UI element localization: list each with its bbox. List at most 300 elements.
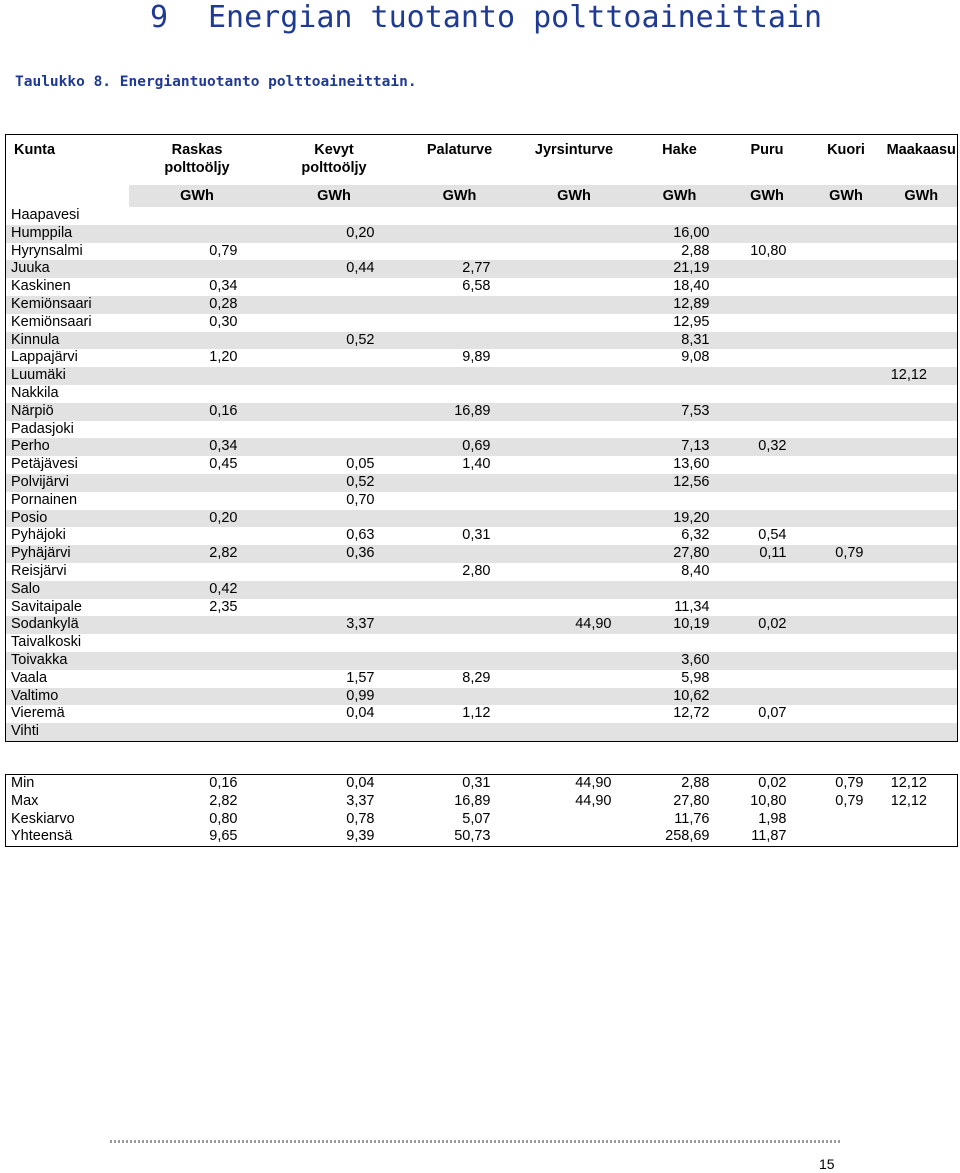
value-cell	[632, 207, 728, 225]
value-cell	[728, 278, 807, 296]
value-cell	[728, 403, 807, 421]
value-cell	[129, 723, 266, 741]
value-cell	[728, 510, 807, 528]
table-row	[6, 705, 958, 723]
value-cell	[886, 705, 958, 723]
value-cell	[807, 811, 886, 829]
value-cell: 0,78	[346, 810, 375, 827]
value-cell: 0,02	[728, 616, 807, 634]
value-cell: 10,80	[750, 792, 787, 809]
municipality-cell: Yhteensä	[11, 828, 73, 845]
value-cell: 0,20	[266, 225, 403, 243]
value-cell	[886, 349, 958, 367]
value-cell	[886, 828, 958, 846]
value-cell: 0,34	[209, 278, 238, 295]
value-cell: 0,30	[209, 313, 238, 330]
value-cell	[266, 438, 403, 456]
unit-label: GWh	[886, 185, 958, 207]
value-cell	[807, 421, 886, 439]
value-cell	[403, 207, 517, 225]
value-cell	[517, 349, 632, 367]
table-row	[6, 599, 958, 617]
municipality-cell: Vieremä	[11, 705, 65, 722]
value-cell	[728, 260, 807, 278]
unit-label: GWh	[807, 185, 886, 207]
municipality-cell: Polvijärvi	[6, 474, 129, 492]
value-cell	[728, 421, 807, 439]
value-cell	[403, 723, 517, 741]
table-row	[6, 207, 958, 225]
value-cell: 0,45	[209, 456, 238, 473]
value-cell: 18,40	[673, 278, 710, 295]
unit-label: GWh	[266, 185, 403, 207]
unit-row	[6, 185, 958, 207]
municipality-cell: Min	[11, 775, 35, 791]
municipality-cell: Vihti	[6, 723, 129, 741]
table-header-row	[6, 135, 958, 186]
table-row	[6, 332, 958, 350]
section-title: Energian tuotanto polttoaineittain	[208, 0, 823, 35]
summary-table	[5, 774, 958, 847]
value-cell	[403, 332, 517, 350]
value-cell	[517, 438, 632, 456]
value-cell	[886, 278, 958, 296]
table-body	[6, 207, 958, 741]
value-cell	[728, 456, 807, 474]
value-cell: 44,90	[575, 792, 612, 809]
value-cell: 1,20	[209, 349, 238, 366]
value-cell: 44,90	[517, 616, 632, 634]
value-cell	[886, 527, 958, 545]
value-cell	[129, 474, 266, 492]
value-cell	[403, 581, 517, 599]
value-cell	[403, 385, 517, 403]
value-cell	[129, 421, 266, 439]
column-header: Kuori	[807, 135, 886, 186]
value-cell: 0,32	[728, 438, 807, 456]
value-cell	[807, 723, 886, 741]
table-row	[6, 260, 958, 278]
value-cell	[807, 332, 886, 350]
value-cell	[807, 492, 886, 510]
table-row	[6, 314, 958, 332]
value-cell	[886, 456, 958, 474]
value-cell	[886, 332, 958, 350]
value-cell: 2,35	[209, 598, 238, 615]
value-cell	[807, 296, 886, 314]
table-row	[6, 723, 958, 741]
value-cell	[807, 278, 886, 296]
table-row	[6, 367, 958, 385]
value-cell: 0,16	[209, 775, 238, 791]
value-cell: 3,60	[632, 652, 728, 670]
value-cell	[129, 616, 266, 634]
municipality-cell: Juuka	[6, 260, 129, 278]
municipality-cell: Perho	[6, 438, 129, 456]
value-cell: 0,05	[346, 456, 375, 473]
value-cell	[886, 811, 958, 829]
table-row	[6, 421, 958, 439]
value-cell	[403, 634, 517, 652]
value-cell	[632, 723, 728, 741]
value-cell	[403, 599, 517, 617]
value-cell: 10,80	[750, 242, 787, 259]
value-cell	[807, 581, 886, 599]
value-cell: 50,73	[454, 828, 491, 845]
value-cell	[807, 652, 886, 670]
summary-row	[6, 811, 958, 829]
value-cell	[728, 296, 807, 314]
value-cell	[886, 545, 958, 563]
value-cell: 44,90	[575, 775, 612, 791]
value-cell	[728, 349, 807, 367]
value-cell	[266, 510, 403, 528]
unit-label: GWh	[632, 185, 728, 207]
unit-label: GWh	[728, 185, 807, 207]
value-cell: 0,31	[462, 775, 491, 791]
value-cell	[129, 492, 266, 510]
value-cell: 6,58	[462, 278, 491, 295]
value-cell	[517, 403, 632, 421]
value-cell	[807, 599, 886, 617]
value-cell	[266, 403, 403, 421]
table-row	[6, 438, 958, 456]
value-cell	[517, 385, 632, 403]
value-cell: 0,79	[209, 242, 238, 259]
value-cell	[517, 723, 632, 741]
municipality-cell: Pornainen	[11, 491, 78, 508]
value-cell	[728, 634, 807, 652]
section-number: 9	[150, 0, 169, 35]
value-cell: 0,44	[266, 260, 403, 278]
energy-table	[5, 134, 958, 742]
value-cell	[403, 688, 517, 706]
table-row	[6, 616, 958, 634]
value-cell: 16,89	[454, 792, 491, 809]
value-cell	[886, 225, 958, 243]
value-cell	[632, 385, 728, 403]
value-cell	[266, 599, 403, 617]
value-cell	[266, 314, 403, 332]
column-header: Kevyt polttoöljy	[266, 135, 403, 186]
value-cell	[632, 634, 728, 652]
value-cell	[266, 634, 403, 652]
value-cell	[403, 474, 517, 492]
value-cell: 0,79	[835, 792, 864, 809]
value-cell	[517, 207, 632, 225]
value-cell	[807, 828, 886, 846]
municipality-cell: Savitaipale	[11, 598, 82, 615]
municipality-cell: Kaskinen	[11, 278, 71, 295]
value-cell: 0,99	[266, 688, 403, 706]
municipality-cell: Toivakka	[6, 652, 129, 670]
municipality-cell: Max	[11, 792, 39, 809]
value-cell	[728, 314, 807, 332]
value-cell	[517, 828, 632, 846]
value-cell: 1,57	[346, 669, 375, 686]
value-cell: 0,07	[758, 705, 787, 722]
municipality-cell: Padasjoki	[11, 420, 74, 437]
value-cell	[517, 225, 632, 243]
value-cell	[403, 652, 517, 670]
value-cell	[266, 385, 403, 403]
table-row	[6, 652, 958, 670]
unit-label: GWh	[517, 185, 632, 207]
municipality-cell: Lappajärvi	[11, 349, 78, 366]
value-cell: 1,40	[462, 456, 491, 473]
value-cell	[517, 581, 632, 599]
value-cell	[266, 296, 403, 314]
value-cell	[886, 474, 958, 492]
value-cell	[517, 705, 632, 723]
value-cell	[266, 278, 403, 296]
value-cell	[632, 581, 728, 599]
value-cell: 0,31	[462, 527, 491, 544]
value-cell	[632, 367, 728, 385]
value-cell	[403, 616, 517, 634]
column-header: Kunta	[6, 135, 129, 186]
value-cell	[403, 296, 517, 314]
municipality-cell: Humppila	[6, 225, 129, 243]
municipality-cell: Keskiarvo	[11, 810, 75, 827]
value-cell	[266, 367, 403, 385]
municipality-cell: Närpiö	[6, 403, 129, 421]
value-cell	[517, 278, 632, 296]
value-cell	[807, 438, 886, 456]
table-row	[6, 581, 958, 599]
value-cell	[886, 688, 958, 706]
table-row	[6, 527, 958, 545]
value-cell	[517, 474, 632, 492]
value-cell	[807, 510, 886, 528]
value-cell: 3,37	[266, 616, 403, 634]
municipality-cell: Valtimo	[6, 688, 129, 706]
value-cell: 12,12	[886, 367, 958, 385]
value-cell	[807, 367, 886, 385]
municipality-cell: Kinnula	[6, 332, 129, 350]
value-cell: 9,65	[209, 828, 238, 845]
value-cell	[728, 385, 807, 403]
value-cell	[129, 670, 266, 688]
value-cell	[403, 314, 517, 332]
value-cell	[266, 349, 403, 367]
value-cell: 8,29	[462, 669, 491, 686]
column-header: Palaturve	[403, 135, 517, 186]
value-cell: 16,00	[632, 225, 728, 243]
value-cell	[517, 492, 632, 510]
value-cell	[517, 634, 632, 652]
value-cell	[403, 367, 517, 385]
value-cell	[403, 510, 517, 528]
unit-label: GWh	[129, 185, 266, 207]
value-cell	[807, 385, 886, 403]
value-cell: 10,62	[632, 688, 728, 706]
value-cell: 0,42	[129, 581, 266, 599]
value-cell	[728, 207, 807, 225]
value-cell	[728, 563, 807, 581]
value-cell	[886, 634, 958, 652]
column-header: Hake	[632, 135, 728, 186]
value-cell	[728, 474, 807, 492]
value-cell: 19,20	[632, 510, 728, 528]
value-cell	[129, 367, 266, 385]
value-cell	[266, 563, 403, 581]
value-cell	[129, 385, 266, 403]
value-cell: 12,72	[673, 705, 710, 722]
value-cell	[517, 314, 632, 332]
value-cell	[632, 492, 728, 510]
value-cell: 0,80	[209, 810, 238, 827]
value-cell	[728, 688, 807, 706]
value-cell	[886, 403, 958, 421]
value-cell	[517, 421, 632, 439]
value-cell	[807, 634, 886, 652]
value-cell	[807, 688, 886, 706]
table-row	[6, 243, 958, 261]
value-cell	[632, 421, 728, 439]
value-cell: 9,89	[462, 349, 491, 366]
value-cell: 0,69	[403, 438, 517, 456]
value-cell	[886, 438, 958, 456]
municipality-cell: Petäjävesi	[11, 456, 78, 473]
value-cell	[517, 332, 632, 350]
value-cell	[517, 296, 632, 314]
value-cell	[886, 243, 958, 261]
municipality-cell: Luumäki	[6, 367, 129, 385]
municipality-cell: Vaala	[11, 669, 48, 686]
value-cell	[886, 563, 958, 581]
value-cell	[517, 510, 632, 528]
value-cell: 9,08	[681, 349, 710, 366]
value-cell	[886, 599, 958, 617]
value-cell	[403, 225, 517, 243]
value-cell	[129, 225, 266, 243]
column-header: Puru	[728, 135, 807, 186]
municipality-cell: Kemiönsaari	[11, 313, 92, 330]
municipality-cell: Hyrynsalmi	[11, 242, 83, 259]
value-cell	[129, 705, 266, 723]
value-cell: 3,37	[346, 792, 375, 809]
table-row	[6, 492, 958, 510]
summary-row	[6, 793, 958, 811]
value-cell	[129, 332, 266, 350]
value-cell	[266, 421, 403, 439]
page-number: 15	[819, 1156, 835, 1172]
summary-row	[6, 775, 958, 793]
table-row	[6, 688, 958, 706]
value-cell: 12,95	[673, 313, 710, 330]
table-row	[6, 634, 958, 652]
value-cell	[728, 652, 807, 670]
value-cell	[807, 616, 886, 634]
value-cell	[517, 527, 632, 545]
value-cell	[807, 563, 886, 581]
value-cell	[129, 260, 266, 278]
value-cell: 2,82	[129, 545, 266, 563]
summary-row	[6, 828, 958, 846]
value-cell: 2,77	[403, 260, 517, 278]
value-cell	[807, 527, 886, 545]
section-heading	[150, 0, 822, 35]
value-cell: 2,88	[681, 775, 710, 791]
value-cell	[886, 207, 958, 225]
value-cell	[129, 634, 266, 652]
value-cell	[266, 581, 403, 599]
unit-label	[6, 185, 129, 207]
value-cell: 0,34	[129, 438, 266, 456]
value-cell: 0,11	[728, 545, 807, 563]
summary-body	[6, 775, 958, 847]
table-caption: Taulukko 8. Energiantuotanto polttoaineittain.	[15, 74, 417, 90]
municipality-cell: Taivalkoski	[11, 634, 82, 651]
value-cell: 8,31	[632, 332, 728, 350]
value-cell	[807, 225, 886, 243]
value-cell: 0,04	[346, 705, 375, 722]
value-cell	[807, 403, 886, 421]
value-cell: 0,04	[346, 775, 375, 791]
table-row	[6, 456, 958, 474]
value-cell: 11,76	[674, 810, 710, 827]
table-row	[6, 278, 958, 296]
value-cell	[517, 599, 632, 617]
column-header: Raskas polttoöljy	[129, 135, 266, 186]
value-cell: 0,52	[266, 474, 403, 492]
value-cell: 1,98	[758, 810, 787, 827]
value-cell	[517, 563, 632, 581]
value-cell	[807, 474, 886, 492]
value-cell: 0,16	[129, 403, 266, 421]
value-cell: 2,88	[681, 242, 710, 259]
value-cell: 0,63	[346, 527, 375, 544]
value-cell: 0,79	[807, 545, 886, 563]
value-cell	[807, 207, 886, 225]
value-cell	[517, 260, 632, 278]
value-cell	[807, 349, 886, 367]
value-cell	[266, 243, 403, 261]
value-cell	[886, 723, 958, 741]
value-cell	[728, 581, 807, 599]
value-cell: 21,19	[632, 260, 728, 278]
table-row	[6, 403, 958, 421]
value-cell	[886, 510, 958, 528]
value-cell: 2,82	[209, 792, 238, 809]
value-cell	[728, 492, 807, 510]
value-cell	[403, 492, 517, 510]
value-cell	[403, 421, 517, 439]
value-cell	[728, 599, 807, 617]
value-cell: 0,54	[758, 527, 787, 544]
value-cell: 0,02	[758, 775, 787, 791]
value-cell: 0,70	[346, 491, 375, 508]
value-cell	[807, 243, 886, 261]
value-cell: 10,19	[632, 616, 728, 634]
value-cell: 13,60	[673, 456, 710, 473]
value-cell	[517, 456, 632, 474]
value-cell	[517, 688, 632, 706]
value-cell	[517, 545, 632, 563]
value-cell	[266, 652, 403, 670]
value-cell: 0,20	[129, 510, 266, 528]
table-row	[6, 474, 958, 492]
value-cell	[886, 314, 958, 332]
value-cell	[129, 652, 266, 670]
value-cell	[517, 243, 632, 261]
value-cell: 12,56	[632, 474, 728, 492]
column-header: Jyrsinturve	[517, 135, 632, 186]
value-cell	[403, 545, 517, 563]
value-cell	[807, 314, 886, 332]
value-cell: 7,53	[632, 403, 728, 421]
